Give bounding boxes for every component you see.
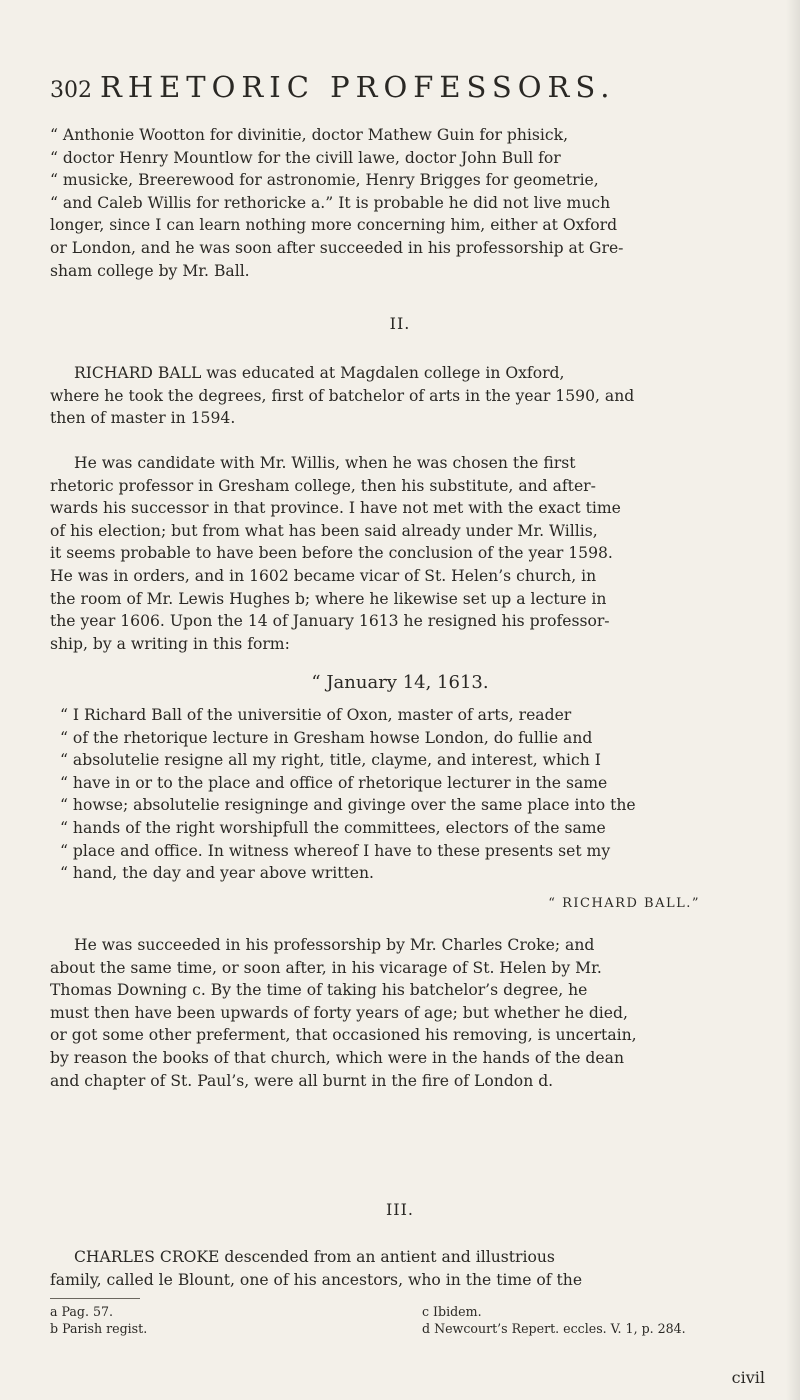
- text-line: Thomas Downing c. By the time of taking his batchelor’s degree, he: [50, 981, 588, 1000]
- text-line: longer, since I can learn nothing more concerning him, either at Oxford: [50, 216, 618, 235]
- text-line: and chapter of St. Paul’s, were all burnt in the fire of London d.: [50, 1071, 554, 1090]
- page-number: 302: [50, 78, 92, 103]
- text-line: “ and Caleb Willis for rethoricke a.” It is probable he did not live much: [50, 193, 611, 212]
- text-line: by reason the books of that church, which were in the hands of the dean: [50, 1048, 624, 1067]
- text-line: ship, by a writing in this form:: [50, 634, 290, 653]
- text-line: “ place and office. In witness whereof I have to these presents set my: [60, 841, 611, 860]
- text-line: “ absolutelie resigne all my right, title, clayme, and interest, which I: [60, 751, 601, 770]
- text-line: “ of the rhetorique lecture in Gresham howse London, do fullie and: [60, 728, 593, 747]
- text-line: “ hand, the day and year above written.: [60, 864, 374, 883]
- text-line: CHARLES CROKE descended from an antient and illustrious: [74, 1248, 555, 1266]
- footnote: d Newcourt’s Repert. eccles. V. 1, p. 284.: [422, 1321, 686, 1336]
- letter-date: “ January 14, 1613.: [311, 672, 489, 693]
- text-line: “ have in or to the place and office of rhetorique lecturer in the same: [60, 773, 608, 792]
- text-line: the year 1606. Upon the 14 of January 1613 he resigned his professor-: [50, 612, 610, 631]
- page-header: [50, 70, 770, 110]
- footnote: c Ibidem.: [422, 1304, 482, 1319]
- text-line: the room of Mr. Lewis Hughes b; where he likewise set up a lecture in: [50, 589, 607, 608]
- text-line: must then have been upwards of forty years of age; but whether he died,: [50, 1003, 628, 1022]
- text-line: He was candidate with Mr. Willis, when he was chosen the first: [74, 454, 576, 472]
- text-line: about the same time, or soon after, in his vicarage of St. Helen by Mr.: [50, 958, 602, 977]
- running-title: RHETORIC PROFESSORS.: [100, 70, 616, 104]
- text-line: or London, and he was soon after succeeded in his professorship at Gre-: [50, 238, 624, 257]
- footnote: a Pag. 57.: [50, 1304, 114, 1319]
- page-edge-shadow: [786, 0, 800, 1400]
- footnote-rule: [50, 1298, 140, 1299]
- text-line: wards his successor in that province. I have not met with the exact time: [50, 499, 621, 518]
- text-line: “ Anthonie Wootton for divinitie, doctor Mathew Guin for phisick,: [50, 126, 569, 144]
- section-ii-paragraph: [50, 452, 766, 655]
- text-line: sham college by Mr. Ball.: [50, 261, 250, 280]
- text-line: “ doctor Henry Mountlow for the civill lawe, doctor John Bull for: [50, 148, 561, 167]
- footnotes-right: [422, 1303, 686, 1337]
- text-line: “ hands of the right worshipfull the committees, electors of the same: [60, 818, 606, 837]
- text-line: “ howse; absolutelie resigninge and givinge over the same place into the: [60, 796, 636, 815]
- section-iii-opening: [50, 1246, 766, 1291]
- footnotes-left: [50, 1303, 147, 1337]
- section-ii-closing: [50, 934, 766, 1092]
- text-line: “ I Richard Ball of the universitie of Oxon, master of arts, reader: [60, 706, 572, 724]
- section-ii-opening: [50, 362, 766, 430]
- catchword: civil: [731, 1368, 765, 1387]
- text-line: of his election; but from what has been said already under Mr. Willis,: [50, 521, 598, 540]
- text-line: He was succeeded in his professorship by Mr. Charles Croke; and: [74, 936, 595, 954]
- text-line: rhetoric professor in Gresham college, then his substitute, and after-: [50, 476, 596, 495]
- text-line: it seems probable to have been before the conclusion of the year 1598.: [50, 544, 613, 563]
- text-line: where he took the degrees, first of batchelor of arts in the year 1590, and: [50, 386, 635, 405]
- footnotes: [50, 1303, 766, 1363]
- text-line: RICHARD BALL was educated at Magdalen college in Oxford,: [74, 364, 565, 382]
- section-number-ii: II.: [389, 314, 411, 333]
- section-number-iii: III.: [385, 1200, 415, 1219]
- text-line: family, called le Blount, one of his ancestors, who in the time of the: [50, 1270, 583, 1289]
- resignation-letter: [60, 704, 766, 885]
- text-line: He was in orders, and in 1602 became vicar of St. Helen’s church, in: [50, 566, 597, 585]
- text-line: or got some other preferment, that occasioned his removing, is uncertain,: [50, 1026, 637, 1045]
- text-line: “ musicke, Breerewood for astronomie, Henry Brigges for geometrie,: [50, 171, 599, 190]
- continuation-paragraph: [50, 124, 766, 282]
- text-line: then of master in 1594.: [50, 409, 236, 428]
- letter-signature: “ RICHARD BALL.”: [548, 896, 700, 911]
- footnote: b Parish regist.: [50, 1321, 148, 1336]
